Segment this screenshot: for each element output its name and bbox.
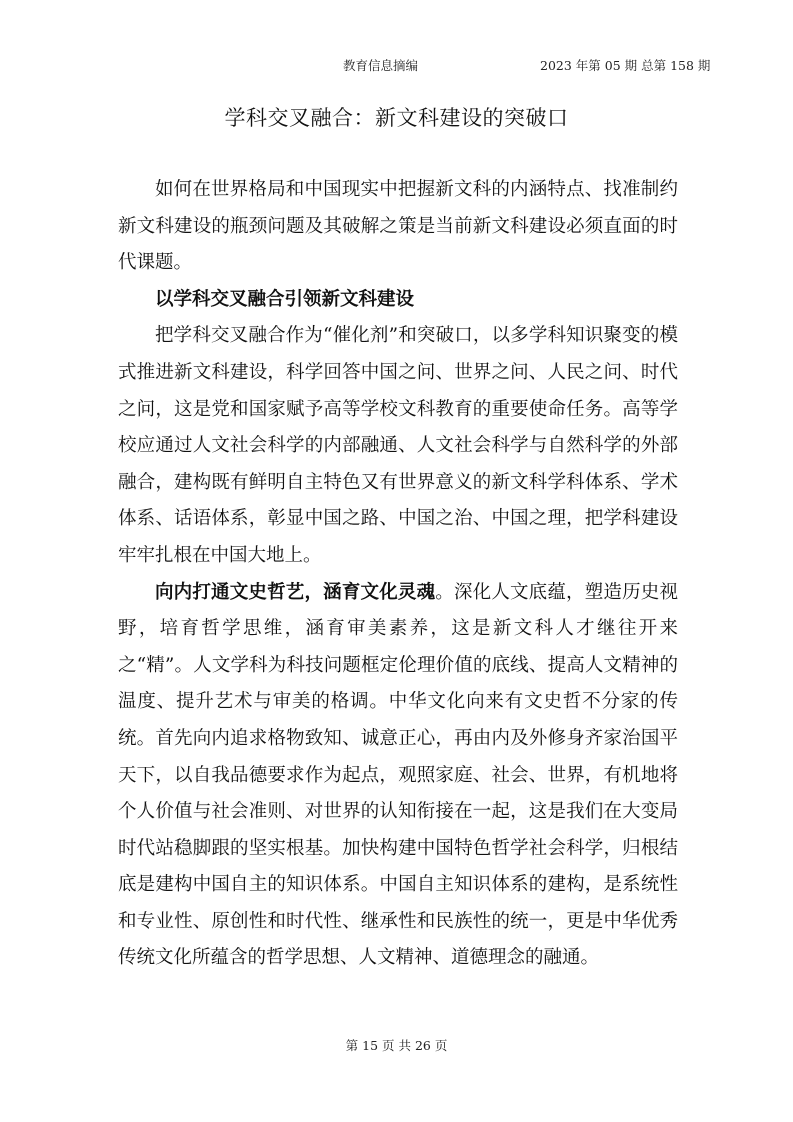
paragraph-lead-phrase: 向内打通文史哲艺，涵育文化灵魂 <box>155 581 436 603</box>
issue-info: 2023 年第 05 期 总第 158 期 <box>540 58 711 73</box>
page-footer: 第 15 页 共 26 页 <box>345 1038 448 1053</box>
publication-name: 教育信息摘编 <box>343 58 419 73</box>
paragraph-text: 。深化人文底蕴，塑造历史视野，培育哲学思维，涵育审美素养，这是新文科人才继往开来之“精”。人文学科为科技问题框定伦理价值的底线、提高人文精神的温度、提升艺术与审美的格调。中华文化向来有文史哲不分家的传统。首先向内追求格物致知、诚意正心，再由内及外修身齐家治国平天下，以自我品德要求作为起点，观照家庭、社会、世界，有机地将个人价值与社会准则、对世界的认知衔接在一起，这是我们在大变局时代站稳脚跟的坚实根基。加快构建中国特色哲学社会科学，归根结底是建构中国自主的知识体系。中国自主知识体系的建构，是系统性和专业性、原创性和时代性、继承性和民族性的统一，更是中华优秀传统文化所蕴含的哲学思想、人文精神、道德理念的融通。 <box>118 581 678 969</box>
intro-paragraph: 如何在世界格局和中国现实中把握新文科的内涵特点、找准制约新文科建设的瓶颈问题及其破解之策是当前新文科建设必须直面的时代课题。 <box>118 179 678 274</box>
body-paragraph-2 <box>118 575 678 978</box>
article-body <box>118 172 678 977</box>
article-title: 学科交叉融合：新文科建设的突破口 <box>224 106 569 130</box>
page-header <box>0 56 793 76</box>
section-heading: 以学科交叉融合引领新文科建设 <box>155 288 415 310</box>
body-paragraph-1: 把学科交叉融合作为“催化剂”和突破口，以多学科知识聚变的模式推进新文科建设，科学回答中国之问、世界之问、人民之问、时代之问，这是党和国家赋予高等学校文科教育的重要使命任务。高等学校应通过人文社会科学的内部融通、人文社会科学与自然科学的外部融合，建构既有鲜明自主特色又有世界意义的新文科学科体系、学术体系、话语体系，彰显中国之路、中国之治、中国之理，把学科建设牢牢扎根在中国大地上。 <box>118 325 678 566</box>
